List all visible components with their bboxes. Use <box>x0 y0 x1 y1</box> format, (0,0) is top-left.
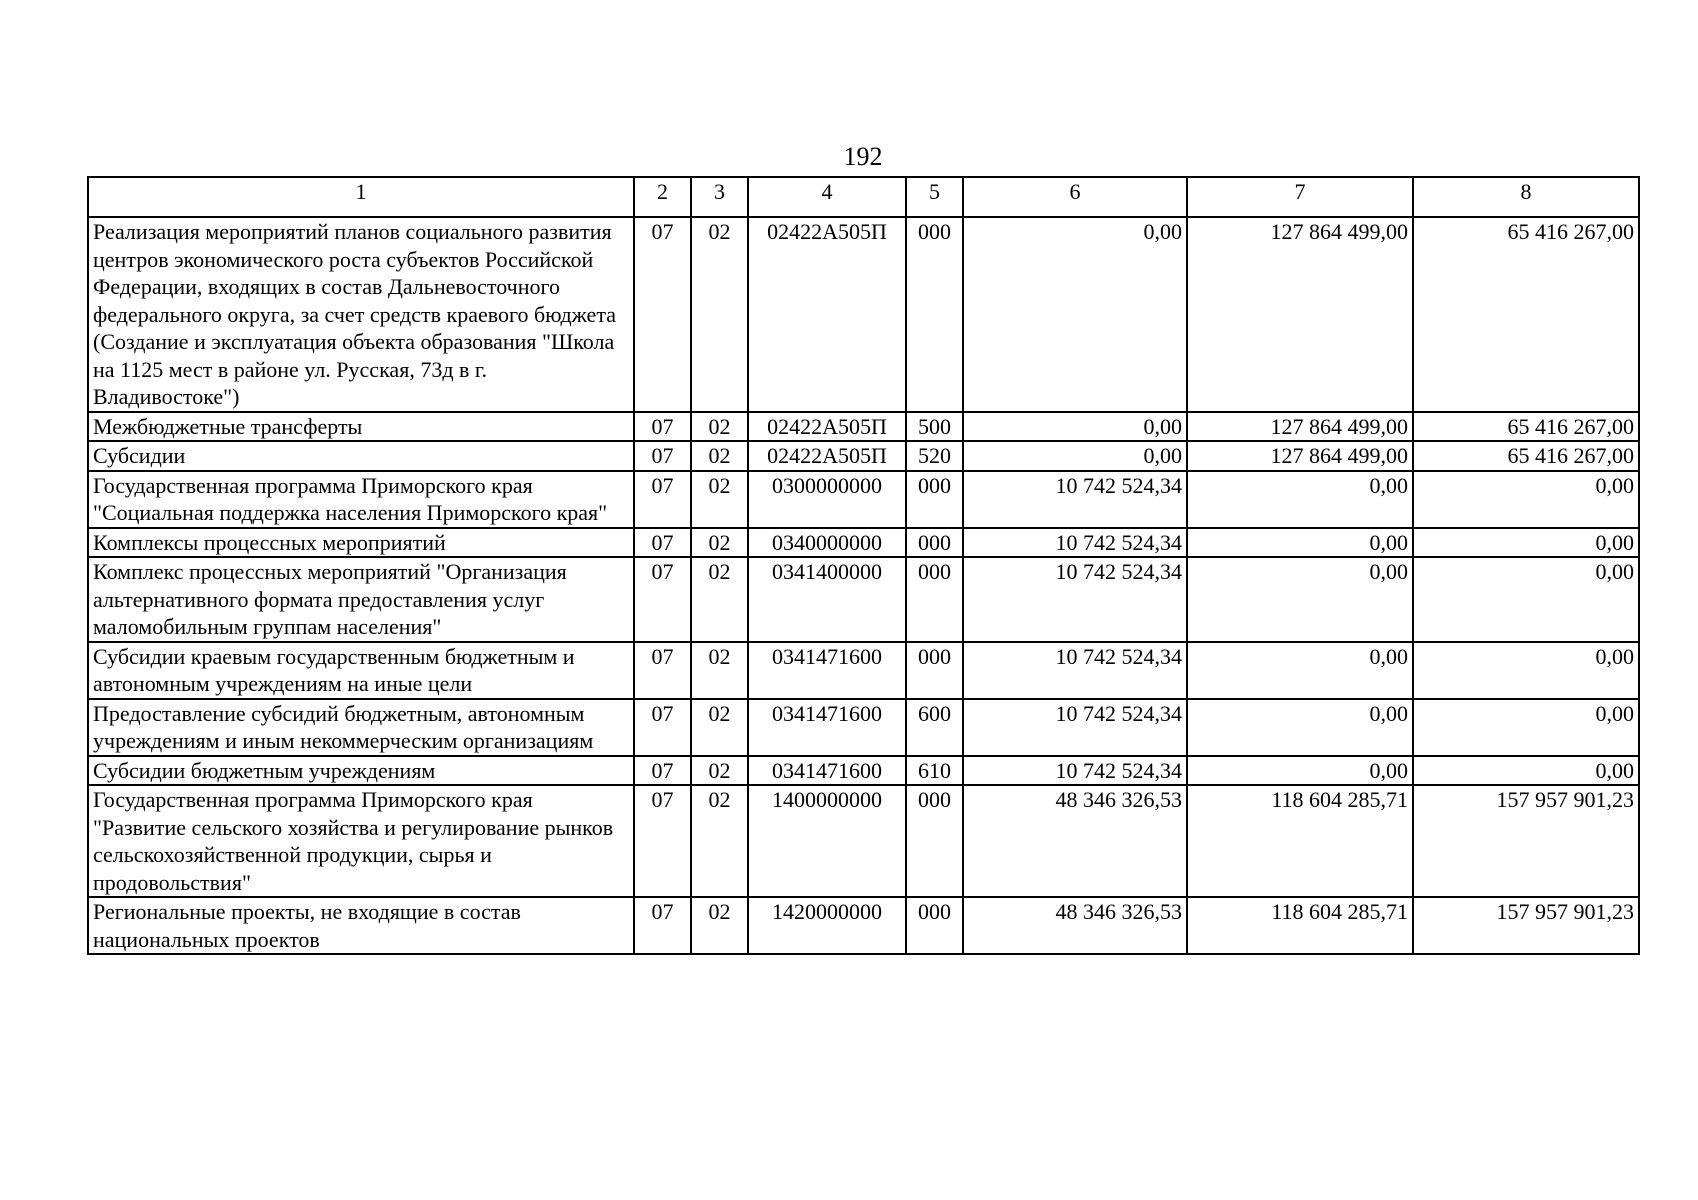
row-name: Региональные проекты, не входящие в состав национальных проектов <box>88 897 634 954</box>
row-section: 07 <box>634 412 691 442</box>
row-amount-7: 127 864 499,00 <box>1187 412 1413 442</box>
row-subsection: 02 <box>691 756 748 786</box>
row-expense-type: 000 <box>906 528 963 558</box>
header-col-5: 5 <box>906 177 963 217</box>
table-row <box>88 699 1639 756</box>
row-name: Предоставление субсидий бюджетным, автономным учреждениям и иным некоммерческим организациям <box>88 699 634 756</box>
row-amount-8: 0,00 <box>1413 756 1639 786</box>
row-amount-8: 157 957 901,23 <box>1413 897 1639 954</box>
row-name: Субсидии краевым государственным бюджетным и автономным учреждениям на иные цели <box>88 642 634 699</box>
row-amount-6: 10 742 524,34 <box>963 528 1187 558</box>
row-amount-7: 127 864 499,00 <box>1187 441 1413 471</box>
table-row <box>88 897 1639 954</box>
row-amount-6: 0,00 <box>963 217 1187 412</box>
row-subsection: 02 <box>691 471 748 528</box>
row-target-code: 02422А505П <box>748 217 906 412</box>
row-amount-6: 10 742 524,34 <box>963 557 1187 642</box>
row-target-code: 02422А505П <box>748 412 906 442</box>
row-amount-8: 65 416 267,00 <box>1413 441 1639 471</box>
row-subsection: 02 <box>691 897 748 954</box>
row-name: Субсидии бюджетным учреждениям <box>88 756 634 786</box>
row-target-code: 0341471600 <box>748 756 906 786</box>
row-amount-8: 0,00 <box>1413 528 1639 558</box>
table-row <box>88 528 1639 558</box>
header-col-8: 8 <box>1413 177 1639 217</box>
row-expense-type: 000 <box>906 642 963 699</box>
row-amount-6: 48 346 326,53 <box>963 897 1187 954</box>
row-expense-type: 000 <box>906 897 963 954</box>
row-target-code: 0341471600 <box>748 642 906 699</box>
row-amount-8: 157 957 901,23 <box>1413 785 1639 897</box>
header-col-3: 3 <box>691 177 748 217</box>
header-col-4: 4 <box>748 177 906 217</box>
table-row <box>88 557 1639 642</box>
row-amount-8: 0,00 <box>1413 557 1639 642</box>
row-name: Государственная программа Приморского края "Социальная поддержка населения Приморского края" <box>88 471 634 528</box>
row-amount-6: 0,00 <box>963 441 1187 471</box>
header-row <box>88 177 1639 217</box>
row-expense-type: 000 <box>906 471 963 528</box>
row-amount-7: 0,00 <box>1187 528 1413 558</box>
row-name: Государственная программа Приморского края "Развитие сельского хозяйства и регулирование рынков сельскохозяйственной продукции, сырья и продовольствия" <box>88 785 634 897</box>
row-section: 07 <box>634 557 691 642</box>
row-section: 07 <box>634 217 691 412</box>
row-target-code: 0300000000 <box>748 471 906 528</box>
table-row <box>88 642 1639 699</box>
row-subsection: 02 <box>691 528 748 558</box>
row-subsection: 02 <box>691 642 748 699</box>
row-name: Комплекс процессных мероприятий "Организация альтернативного формата предоставления услуг маломобильным группам населения" <box>88 557 634 642</box>
row-amount-6: 0,00 <box>963 412 1187 442</box>
row-expense-type: 600 <box>906 699 963 756</box>
row-name: Межбюджетные трансферты <box>88 412 634 442</box>
row-amount-7: 0,00 <box>1187 557 1413 642</box>
row-name: Комплексы процессных мероприятий <box>88 528 634 558</box>
row-amount-6: 10 742 524,34 <box>963 471 1187 528</box>
row-amount-7: 127 864 499,00 <box>1187 217 1413 412</box>
header-col-7: 7 <box>1187 177 1413 217</box>
row-amount-7: 0,00 <box>1187 699 1413 756</box>
row-amount-6: 10 742 524,34 <box>963 699 1187 756</box>
page-number: 192 <box>843 142 883 171</box>
table-row <box>88 756 1639 786</box>
row-target-code: 0340000000 <box>748 528 906 558</box>
row-amount-6: 10 742 524,34 <box>963 756 1187 786</box>
row-subsection: 02 <box>691 557 748 642</box>
row-subsection: 02 <box>691 785 748 897</box>
row-expense-type: 500 <box>906 412 963 442</box>
row-expense-type: 000 <box>906 785 963 897</box>
row-expense-type: 520 <box>906 441 963 471</box>
row-target-code: 0341400000 <box>748 557 906 642</box>
row-amount-7: 0,00 <box>1187 471 1413 528</box>
row-amount-8: 65 416 267,00 <box>1413 412 1639 442</box>
row-amount-8: 0,00 <box>1413 471 1639 528</box>
row-amount-6: 10 742 524,34 <box>963 642 1187 699</box>
row-expense-type: 610 <box>906 756 963 786</box>
row-name: Субсидии <box>88 441 634 471</box>
header-col-2: 2 <box>634 177 691 217</box>
row-target-code: 1400000000 <box>748 785 906 897</box>
row-section: 07 <box>634 785 691 897</box>
row-subsection: 02 <box>691 217 748 412</box>
row-amount-7: 0,00 <box>1187 756 1413 786</box>
table-row <box>88 471 1639 528</box>
row-amount-8: 0,00 <box>1413 642 1639 699</box>
row-target-code: 02422А505П <box>748 441 906 471</box>
row-amount-6: 48 346 326,53 <box>963 785 1187 897</box>
row-section: 07 <box>634 528 691 558</box>
row-target-code: 0341471600 <box>748 699 906 756</box>
table-row <box>88 785 1639 897</box>
row-amount-8: 0,00 <box>1413 699 1639 756</box>
row-subsection: 02 <box>691 412 748 442</box>
row-section: 07 <box>634 756 691 786</box>
table-row <box>88 412 1639 442</box>
row-section: 07 <box>634 441 691 471</box>
row-subsection: 02 <box>691 699 748 756</box>
row-expense-type: 000 <box>906 217 963 412</box>
budget-table <box>87 176 1640 955</box>
row-expense-type: 000 <box>906 557 963 642</box>
row-section: 07 <box>634 897 691 954</box>
row-section: 07 <box>634 471 691 528</box>
row-target-code: 1420000000 <box>748 897 906 954</box>
table-row <box>88 441 1639 471</box>
header-col-1: 1 <box>88 177 634 217</box>
row-amount-7: 0,00 <box>1187 642 1413 699</box>
row-amount-7: 118 604 285,71 <box>1187 785 1413 897</box>
row-subsection: 02 <box>691 441 748 471</box>
row-section: 07 <box>634 642 691 699</box>
row-section: 07 <box>634 699 691 756</box>
row-amount-8: 65 416 267,00 <box>1413 217 1639 412</box>
row-amount-7: 118 604 285,71 <box>1187 897 1413 954</box>
header-col-6: 6 <box>963 177 1187 217</box>
table-row <box>88 217 1639 412</box>
row-name: Реализация мероприятий планов социального развития центров экономического роста субъектов Российской Федерации, входящих в состав Дальневосточного федерального округа, за счет средств краевого бюджета (Создание и эксплуатация объекта образования "Школа на 1125 мест в районе ул. Русская, 73д в г. Владивостоке") <box>88 217 634 412</box>
